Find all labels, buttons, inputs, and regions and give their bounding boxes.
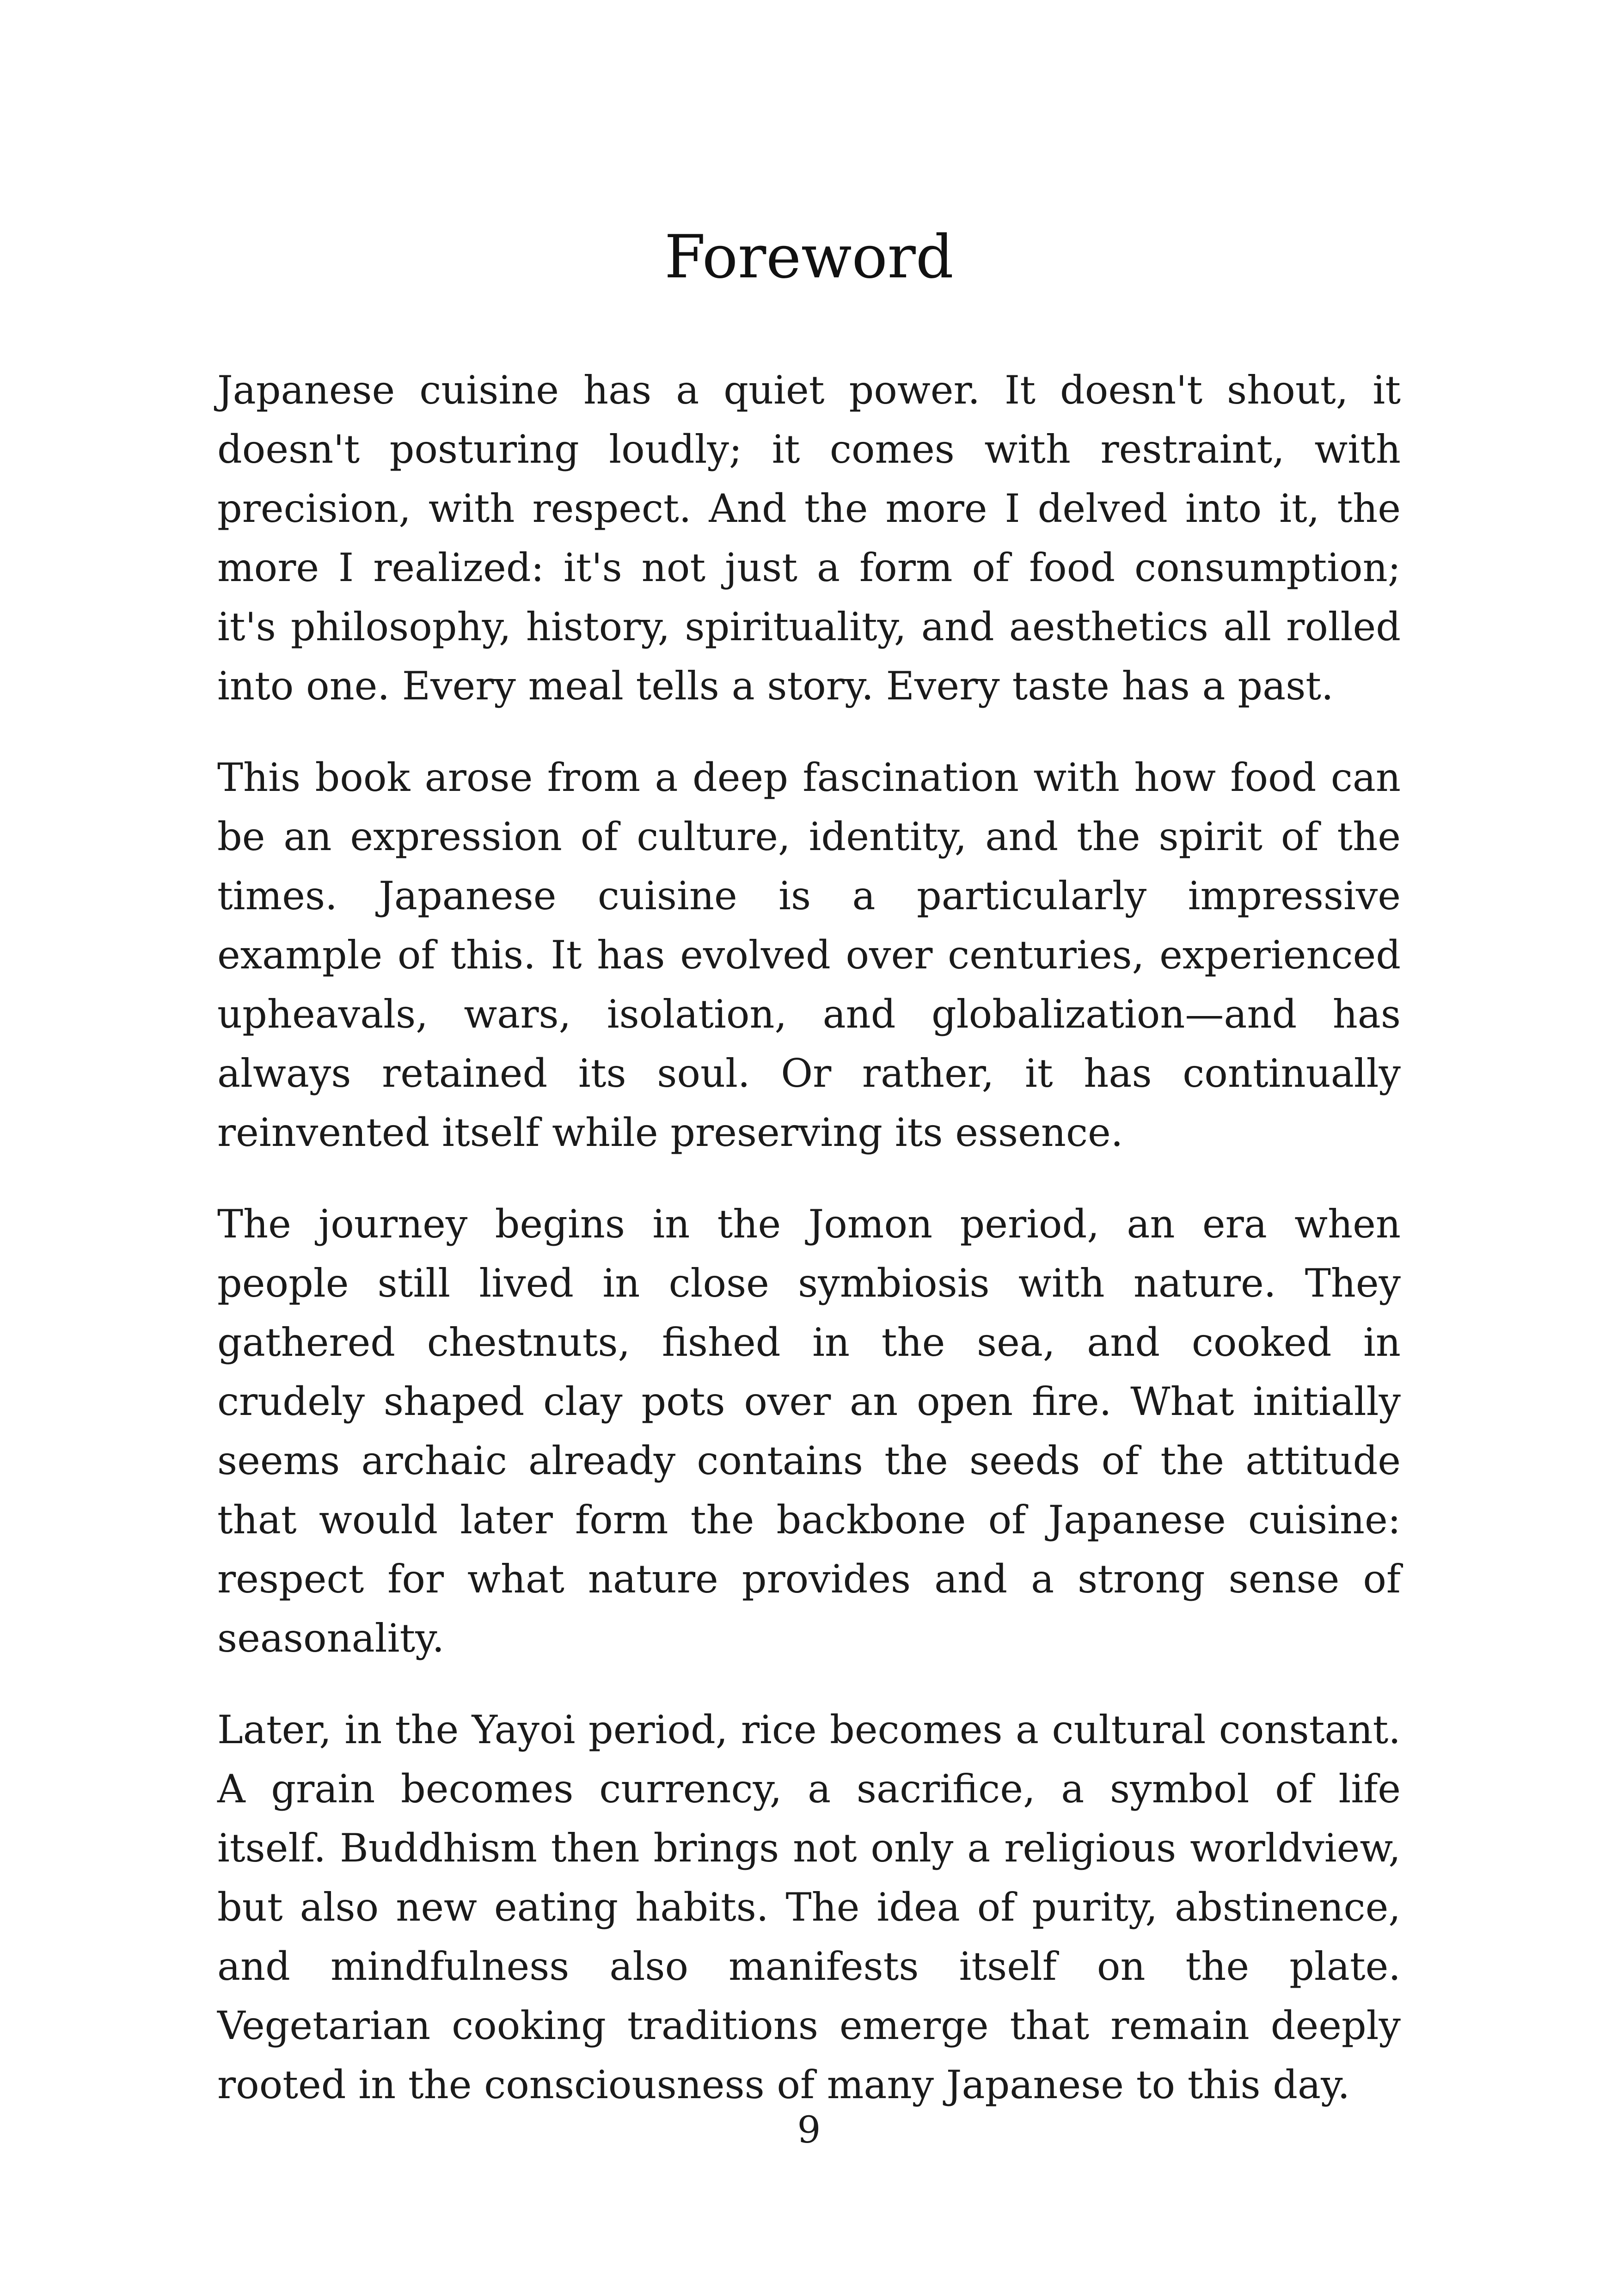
paragraph-3: The journey begins in the Jomon period, an era when people still lived in close symbiosis with nature. They gathered chestnuts, fished in the sea, and cooked in crudely shaped clay pots over an open fire. What initially seems archaic already contains the seeds of the attitude that would later form the backbone of Japanese cuisine: respect for what nature provides and a strong sense of seasonality. [217, 1201, 1401, 1661]
paragraph-1: Japanese cuisine has a quiet power. It doesn't shout, it doesn't posturing loudly; it comes with restraint, with precision, with respect. And the more I delved into it, the more I realized: it's not just a form of food consumption; it's philosophy, history, spirituality, and aesthetics all rolled into one. Every meal tells a story. Every taste has a past. [217, 367, 1401, 709]
body-text [217, 361, 1401, 2147]
paragraph-4: Later, in the Yayoi period, rice becomes a cultural constant. A grain becomes currency, a sacrifice, a symbol of life itself. Buddhism then brings not only a religious worldview, but also new eating habits. The idea of purity, abstinence, and mindfulness also manifests itself on the plate. Vegetarian cooking traditions emerge that remain deeply rooted in the consciousness of many Japanese to this day. [217, 1707, 1401, 2107]
page-number: 9 [797, 2108, 821, 2151]
paragraph-2: This book arose from a deep fascination with how food can be an expression of culture, identity, and the spirit of the times. Japanese cuisine is a particularly impressive example of this. It has evolved over centuries, experienced upheavals, wars, isolation, and globalization—and has always retained its soul. Or rather, it has continually reinvented itself while preserving its essence. [217, 755, 1401, 1155]
page-title: Foreword [664, 223, 954, 292]
